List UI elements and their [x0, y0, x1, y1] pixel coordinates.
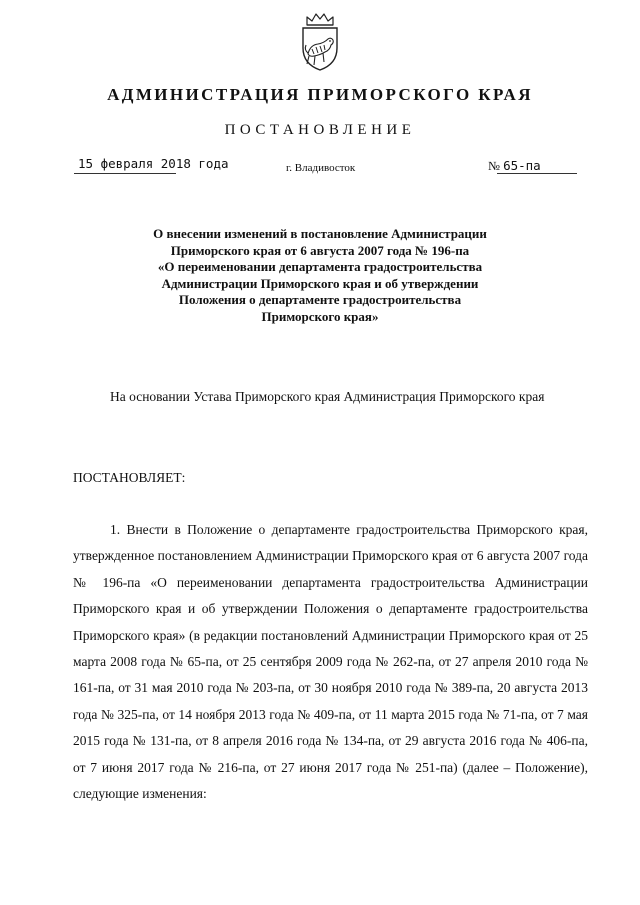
heading-line: О внесении изменений в постановление Администрации	[153, 226, 487, 241]
heading-line: Положения о департаменте градостроительства	[178, 292, 462, 307]
heading-line: Приморского края от 6 августа 2007 года № 196-па	[170, 242, 470, 258]
number-underline	[497, 173, 577, 174]
decree-word: ПОСТАНОВЛЯЕТ:	[73, 470, 186, 485]
date-underline	[74, 173, 176, 174]
number-value: 65-па	[503, 158, 541, 173]
heading-line: Приморского края»	[261, 308, 379, 324]
coat-of-arms-tiger-icon	[298, 12, 342, 72]
heading-line: Администрации Приморского края и об утверждении	[161, 275, 479, 291]
document-type: ПОСТАНОВЛЕНИЕ	[224, 122, 416, 138]
organization-title: АДМИНИСТРАЦИЯ ПРИМОРСКОГО КРАЯ	[107, 85, 533, 104]
document-city: г. Владивосток	[286, 162, 356, 174]
document-date: 15 февраля 2018 года	[78, 156, 229, 171]
heading-line: «О переименовании департамента градостроительства	[157, 259, 483, 274]
document-number	[488, 158, 541, 174]
item-1-paragraph: 1. Внести в Положение о департаменте градостроительства Приморского края, утвержденное постановлением Администрации Приморского края от 6 августа 2007 года № 196-па «О переименовании департамента градостроительства Администрации Приморского края и об утверждении Положения о департаменте градостроительства Приморского края» (в редакции постановлений Администрации Приморского края от 25 марта 2008 года № 65-па, от 25 сентября 2009 года № 262-па, от 27 апреля 2010 года № 161-па, от 31 мая 2010 года № 203-па, от 30 ноября 2010 года № 389-па, 20 августа 2013 года № 325-па, от 14 ноября 2013 года № 409-па, от 11 марта 2015 года № 71-па, от 7 мая 2015 года № 131-па, от 8 апреля 2016 года № 134-па, от 29 августа 2016 года № 406-па, от 7 июня 2017 года № 216-па, от 27 июня 2017 года № 251-па) (далее – Положение), следующие изменения:	[73, 522, 588, 802]
number-prefix: №	[488, 159, 500, 173]
document-heading	[110, 226, 530, 325]
basis-paragraph: На основании Устава Приморского края Администрация Приморского края	[110, 389, 545, 404]
